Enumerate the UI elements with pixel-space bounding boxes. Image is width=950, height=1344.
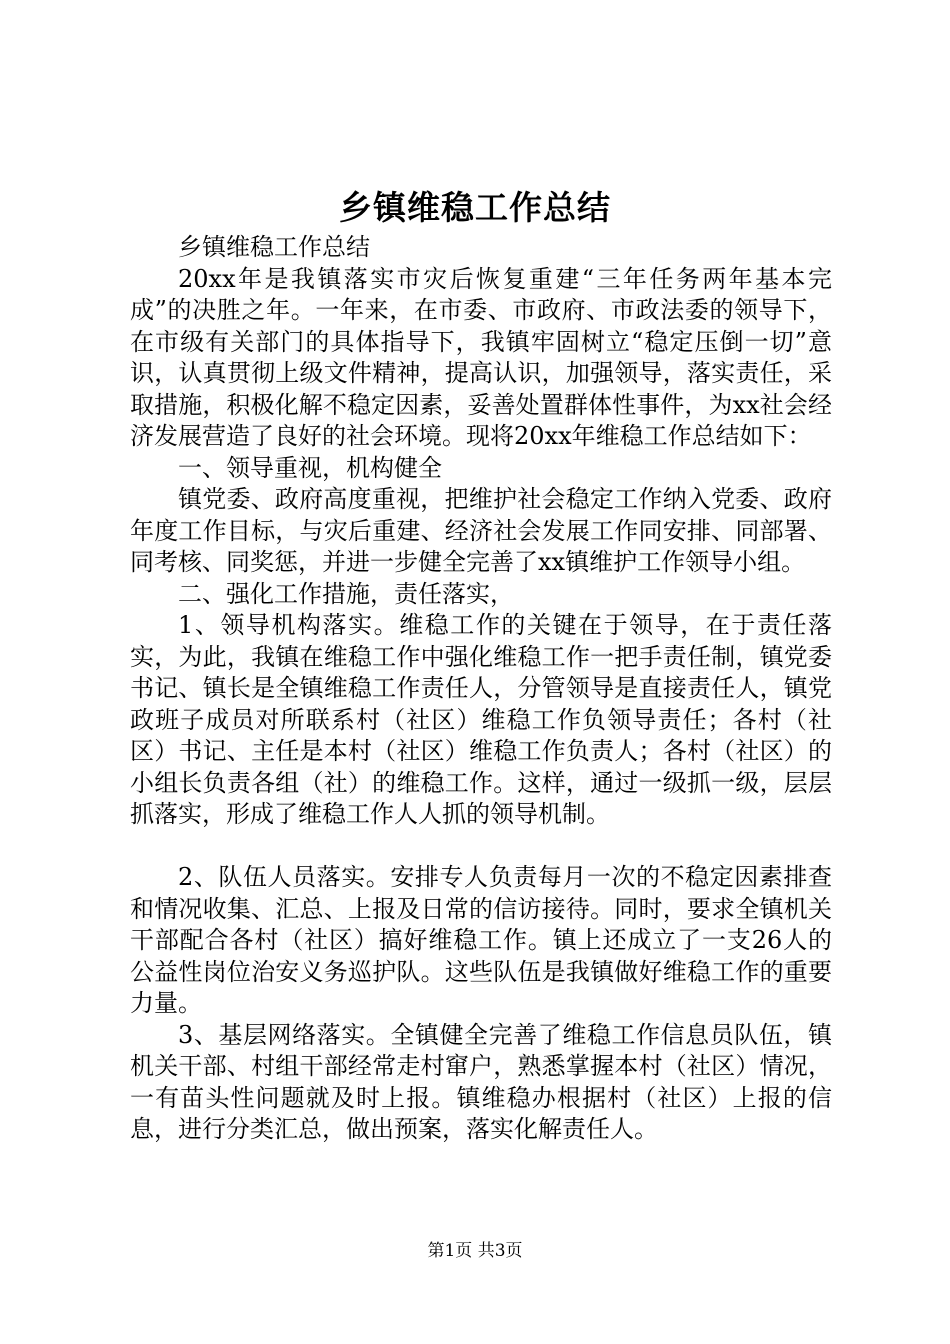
section-heading-1: 一、领导重视，机构健全	[178, 453, 442, 482]
section-heading-2: 二、强化工作措施，责任落实，	[178, 579, 514, 608]
paragraph-item-2: 2、队伍人员落实。安排专人负责每月一次的不稳定因素排查和情况收集、汇总、上报及日常的信访接待。同时，要求全镇机关干部配合各村（社区）搞好维稳工作。镇上还成立了一支26人的公益性岗位治安义务巡护队。这些队伍是我镇做好维稳工作的重要力量。	[130, 863, 832, 1017]
paragraph-subtitle: 乡镇维稳工作总结	[178, 233, 370, 261]
paragraph-section-1: 镇党委、政府高度重视，把维护社会稳定工作纳入党委、政府年度工作目标，与灾后重建、经济社会发展工作同安排、同部署、同考核、同奖惩，并进一步健全完善了xx镇维护工作领导小组。	[130, 485, 832, 576]
paragraph-item-1: 1、领导机构落实。维稳工作的关键在于领导，在于责任落实，为此，我镇在维稳工作中强化维稳工作一把手责任制，镇党委书记、镇长是全镇维稳工作责任人，分管领导是直接责任人，镇党政班子成员对所联系村（社区）维稳工作负领导责任；各村（社区）书记、主任是本村（社区）维稳工作负责人；各村（社区）的小组长负责各组（社）的维稳工作。这样，通过一级抓一级，层层抓落实，形成了维稳工作人人抓的领导机制。	[130, 611, 832, 828]
page-number-footer: 第1页 共3页	[427, 1241, 523, 1261]
paragraph-intro: 20xx年是我镇落实市灾后恢复重建“三年任务两年基本完成”的决胜之年。一年来，在市委、市政府、市政法委的领导下，在市级有关部门的具体指导下，我镇牢固树立“稳定压倒一切”意识，认真贯彻上级文件精神，提高认识，加强领导，落实责任，采取措施，积极化解不稳定因素，妥善处置群体性事件，为xx社会经济发展营造了良好的社会环境。现将20xx年维稳工作总结如下：	[130, 264, 832, 450]
paragraph-item-3: 3、基层网络落实。全镇健全完善了维稳工作信息员队伍，镇机关干部、村组干部经常走村窜户，熟悉掌握本村（社区）情况，一有苗头性问题就及时上报。镇维稳办根据村（社区）上报的信息，进行分类汇总，做出预案，落实化解责任人。	[130, 1020, 832, 1143]
document-title: 乡镇维稳工作总结	[339, 188, 611, 227]
document-body	[130, 232, 832, 1146]
